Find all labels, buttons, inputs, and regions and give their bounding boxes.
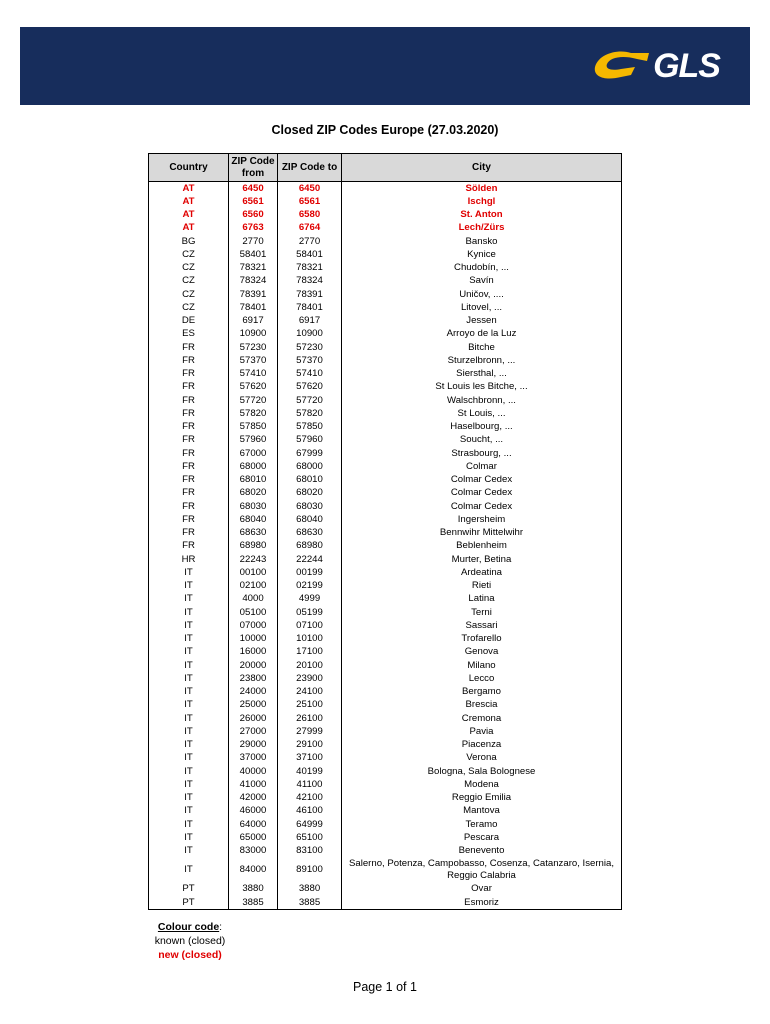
cell-country: PT — [149, 896, 229, 910]
column-header-city: City — [342, 154, 622, 182]
cell-zip-to: 58401 — [278, 248, 342, 261]
cell-zip-from: 05100 — [229, 606, 278, 619]
cell-city: Colmar Cedex — [342, 474, 622, 487]
cell-zip-to: 68020 — [278, 487, 342, 500]
cell-zip-to: 78324 — [278, 275, 342, 288]
cell-zip-to: 6764 — [278, 222, 342, 235]
cell-country: IT — [149, 805, 229, 818]
cell-zip-from: 16000 — [229, 646, 278, 659]
cell-country: CZ — [149, 275, 229, 288]
cell-zip-from: 57620 — [229, 381, 278, 394]
cell-zip-to: 46100 — [278, 805, 342, 818]
cell-zip-to: 65100 — [278, 831, 342, 844]
table-row — [149, 672, 622, 685]
cell-city: Haselbourg, ... — [342, 421, 622, 434]
cell-zip-from: 65000 — [229, 831, 278, 844]
cell-country: IT — [149, 818, 229, 831]
cell-country: ES — [149, 328, 229, 341]
cell-city: Ingersheim — [342, 513, 622, 526]
cell-city: Beblenheim — [342, 540, 622, 553]
cell-zip-from: 6763 — [229, 222, 278, 235]
table-row — [149, 434, 622, 447]
cell-zip-to: 00199 — [278, 566, 342, 579]
table-row — [149, 606, 622, 619]
cell-city: Reggio Emilia — [342, 792, 622, 805]
table-row — [149, 460, 622, 473]
table-row — [149, 368, 622, 381]
cell-city: Genova — [342, 646, 622, 659]
cell-zip-to: 78321 — [278, 262, 342, 275]
cell-city: Bergamo — [342, 686, 622, 699]
cell-city: Soucht, ... — [342, 434, 622, 447]
cell-zip-from: 57960 — [229, 434, 278, 447]
cell-zip-from: 29000 — [229, 739, 278, 752]
cell-country: IT — [149, 633, 229, 646]
cell-country: DE — [149, 315, 229, 328]
cell-zip-from: 67000 — [229, 447, 278, 460]
cell-zip-from: 57370 — [229, 354, 278, 367]
cell-zip-from: 6560 — [229, 209, 278, 222]
cell-city: Esmoriz — [342, 896, 622, 910]
cell-country: IT — [149, 672, 229, 685]
cell-city: Bansko — [342, 235, 622, 248]
cell-zip-to: 40199 — [278, 765, 342, 778]
cell-city: Murter, Betina — [342, 553, 622, 566]
cell-country: AT — [149, 182, 229, 196]
cell-zip-to: 26100 — [278, 712, 342, 725]
cell-city: Piacenza — [342, 739, 622, 752]
cell-city: Pescara — [342, 831, 622, 844]
cell-city: Walschbronn, ... — [342, 394, 622, 407]
cell-zip-to: 17100 — [278, 646, 342, 659]
cell-zip-from: 68980 — [229, 540, 278, 553]
cell-zip-from: 57230 — [229, 341, 278, 354]
cell-country: IT — [149, 646, 229, 659]
table-row — [149, 487, 622, 500]
table-row — [149, 765, 622, 778]
table-row — [149, 540, 622, 553]
cell-zip-to: 6561 — [278, 195, 342, 208]
cell-city: Bologna, Sala Bolognese — [342, 765, 622, 778]
cell-zip-from: 68010 — [229, 474, 278, 487]
table-header-row — [149, 154, 622, 182]
cell-zip-from: 68630 — [229, 527, 278, 540]
cell-country: IT — [149, 593, 229, 606]
cell-country: FR — [149, 434, 229, 447]
legend-title-line — [150, 920, 230, 934]
cell-zip-to: 37100 — [278, 752, 342, 765]
cell-country: IT — [149, 858, 229, 883]
cell-zip-from: 78391 — [229, 288, 278, 301]
cell-city: Bennwihr Mittelwihr — [342, 527, 622, 540]
table-row — [149, 447, 622, 460]
cell-city: Terni — [342, 606, 622, 619]
table-row — [149, 752, 622, 765]
table-row — [149, 725, 622, 738]
cell-zip-from: 42000 — [229, 792, 278, 805]
cell-zip-to: 57720 — [278, 394, 342, 407]
cell-city: Benevento — [342, 845, 622, 858]
cell-city: Uničov, .... — [342, 288, 622, 301]
cell-zip-from: 83000 — [229, 845, 278, 858]
cell-country: IT — [149, 845, 229, 858]
cell-city: Lecco — [342, 672, 622, 685]
cell-city: Colmar Cedex — [342, 500, 622, 513]
cell-zip-from: 6561 — [229, 195, 278, 208]
column-header-country: Country — [149, 154, 229, 182]
cell-country: IT — [149, 699, 229, 712]
cell-country: FR — [149, 394, 229, 407]
cell-city: Teramo — [342, 818, 622, 831]
cell-zip-to: 78391 — [278, 288, 342, 301]
cell-zip-to: 6917 — [278, 315, 342, 328]
cell-zip-to: 68630 — [278, 527, 342, 540]
table-row — [149, 195, 622, 208]
cell-zip-from: 10900 — [229, 328, 278, 341]
cell-zip-from: 00100 — [229, 566, 278, 579]
cell-city: St. Anton — [342, 209, 622, 222]
cell-city: St Louis les Bitche, ... — [342, 381, 622, 394]
cell-zip-from: 23800 — [229, 672, 278, 685]
cell-country: IT — [149, 686, 229, 699]
cell-city: Colmar — [342, 460, 622, 473]
table-row — [149, 858, 622, 883]
table-row — [149, 262, 622, 275]
cell-country: FR — [149, 354, 229, 367]
cell-country: FR — [149, 487, 229, 500]
table-row — [149, 341, 622, 354]
cell-country: CZ — [149, 248, 229, 261]
zip-codes-table — [148, 153, 622, 910]
cell-country: FR — [149, 540, 229, 553]
cell-country: AT — [149, 195, 229, 208]
cell-country: FR — [149, 447, 229, 460]
cell-zip-from: 64000 — [229, 818, 278, 831]
cell-country: FR — [149, 368, 229, 381]
cell-zip-to: 20100 — [278, 659, 342, 672]
cell-city: Bitche — [342, 341, 622, 354]
cell-zip-to: 07100 — [278, 619, 342, 632]
cell-zip-to: 78401 — [278, 301, 342, 314]
cell-zip-to: 02199 — [278, 580, 342, 593]
cell-zip-to: 6580 — [278, 209, 342, 222]
cell-zip-to: 6450 — [278, 182, 342, 196]
cell-country: IT — [149, 580, 229, 593]
table-row — [149, 394, 622, 407]
table-row — [149, 896, 622, 910]
table-row — [149, 354, 622, 367]
cell-zip-from: 41000 — [229, 778, 278, 791]
colour-legend — [150, 920, 230, 962]
cell-country: IT — [149, 606, 229, 619]
cell-city: Chudobín, ... — [342, 262, 622, 275]
cell-city: Ardeatina — [342, 566, 622, 579]
table-row — [149, 845, 622, 858]
cell-zip-to: 57850 — [278, 421, 342, 434]
cell-city: Salerno, Potenza, Campobasso, Cosenza, Catanzaro, Isernia, Reggio Calabria — [342, 858, 622, 883]
table-row — [149, 633, 622, 646]
cell-country: PT — [149, 883, 229, 896]
table-row — [149, 328, 622, 341]
page-title: Closed ZIP Codes Europe (27.03.2020) — [271, 123, 499, 137]
cell-zip-to: 3880 — [278, 883, 342, 896]
cell-zip-to: 57410 — [278, 368, 342, 381]
legend-known: known (closed) — [154, 935, 226, 947]
table-row — [149, 513, 622, 526]
table-row — [149, 792, 622, 805]
cell-zip-from: 10000 — [229, 633, 278, 646]
cell-zip-to: 25100 — [278, 699, 342, 712]
cell-zip-from: 6450 — [229, 182, 278, 196]
cell-city: Ovar — [342, 883, 622, 896]
table-row — [149, 646, 622, 659]
cell-zip-from: 22243 — [229, 553, 278, 566]
cell-city: Kynice — [342, 248, 622, 261]
cell-country: FR — [149, 381, 229, 394]
cell-zip-to: 10900 — [278, 328, 342, 341]
cell-country: CZ — [149, 288, 229, 301]
table-row — [149, 407, 622, 420]
cell-country: HR — [149, 553, 229, 566]
cell-country: IT — [149, 765, 229, 778]
cell-zip-from: 25000 — [229, 699, 278, 712]
cell-city: Arroyo de la Luz — [342, 328, 622, 341]
cell-country: FR — [149, 421, 229, 434]
cell-country: AT — [149, 209, 229, 222]
cell-city: Litovel, ... — [342, 301, 622, 314]
cell-zip-from: 57850 — [229, 421, 278, 434]
cell-country: IT — [149, 659, 229, 672]
cell-zip-to: 23900 — [278, 672, 342, 685]
table-row — [149, 686, 622, 699]
cell-zip-to: 2770 — [278, 235, 342, 248]
cell-zip-to: 57620 — [278, 381, 342, 394]
cell-country: CZ — [149, 262, 229, 275]
cell-zip-from: 46000 — [229, 805, 278, 818]
cell-zip-to: 4999 — [278, 593, 342, 606]
cell-country: IT — [149, 831, 229, 844]
table-row — [149, 699, 622, 712]
cell-city: Brescia — [342, 699, 622, 712]
table-row — [149, 566, 622, 579]
header-banner — [20, 27, 750, 105]
cell-country: FR — [149, 500, 229, 513]
cell-zip-from: 84000 — [229, 858, 278, 883]
table-row — [149, 805, 622, 818]
cell-zip-from: 6917 — [229, 315, 278, 328]
cell-city: Cremona — [342, 712, 622, 725]
cell-country: FR — [149, 513, 229, 526]
cell-country: CZ — [149, 301, 229, 314]
cell-zip-from: 26000 — [229, 712, 278, 725]
cell-city: Lech/Zürs — [342, 222, 622, 235]
cell-country: IT — [149, 566, 229, 579]
cell-country: IT — [149, 752, 229, 765]
cell-zip-to: 68010 — [278, 474, 342, 487]
gls-swoosh-icon — [591, 47, 651, 85]
table-row — [149, 182, 622, 196]
cell-country: FR — [149, 341, 229, 354]
cell-zip-from: 57410 — [229, 368, 278, 381]
cell-zip-to: 68000 — [278, 460, 342, 473]
table-row — [149, 248, 622, 261]
cell-zip-from: 58401 — [229, 248, 278, 261]
table-row — [149, 421, 622, 434]
cell-country: IT — [149, 712, 229, 725]
table-row — [149, 381, 622, 394]
cell-zip-to: 68040 — [278, 513, 342, 526]
cell-zip-to: 83100 — [278, 845, 342, 858]
cell-zip-to: 57370 — [278, 354, 342, 367]
legend-title-colon: : — [219, 921, 223, 933]
cell-city: Jessen — [342, 315, 622, 328]
cell-zip-from: 02100 — [229, 580, 278, 593]
table-row — [149, 301, 622, 314]
table-row — [149, 831, 622, 844]
cell-country: IT — [149, 778, 229, 791]
cell-zip-from: 78401 — [229, 301, 278, 314]
cell-country: BG — [149, 235, 229, 248]
cell-city: Verona — [342, 752, 622, 765]
cell-zip-from: 07000 — [229, 619, 278, 632]
cell-zip-to: 67999 — [278, 447, 342, 460]
table-row — [149, 659, 622, 672]
cell-zip-to: 29100 — [278, 739, 342, 752]
cell-city: Colmar Cedex — [342, 487, 622, 500]
cell-city: Strasbourg, ... — [342, 447, 622, 460]
table-row — [149, 222, 622, 235]
cell-zip-from: 78321 — [229, 262, 278, 275]
cell-zip-from: 78324 — [229, 275, 278, 288]
cell-zip-to: 89100 — [278, 858, 342, 883]
table-row — [149, 593, 622, 606]
table-row — [149, 818, 622, 831]
cell-city: Pavia — [342, 725, 622, 738]
cell-zip-to: 57230 — [278, 341, 342, 354]
cell-zip-to: 3885 — [278, 896, 342, 910]
cell-city: St Louis, ... — [342, 407, 622, 420]
cell-zip-to: 57960 — [278, 434, 342, 447]
cell-zip-to: 68030 — [278, 500, 342, 513]
cell-country: IT — [149, 619, 229, 632]
cell-city: Modena — [342, 778, 622, 791]
cell-zip-to: 24100 — [278, 686, 342, 699]
cell-zip-to: 10100 — [278, 633, 342, 646]
cell-city: Milano — [342, 659, 622, 672]
cell-zip-from: 40000 — [229, 765, 278, 778]
cell-zip-from: 2770 — [229, 235, 278, 248]
logo-text: GLS — [653, 46, 720, 85]
table-row — [149, 288, 622, 301]
legend-title: Colour code — [157, 921, 220, 933]
cell-country: FR — [149, 460, 229, 473]
table-row — [149, 739, 622, 752]
legend-new: new (closed) — [158, 949, 222, 961]
table-row — [149, 527, 622, 540]
table-row — [149, 883, 622, 896]
cell-zip-from: 68040 — [229, 513, 278, 526]
cell-zip-from: 20000 — [229, 659, 278, 672]
cell-zip-from: 68000 — [229, 460, 278, 473]
cell-city: Siersthal, ... — [342, 368, 622, 381]
cell-zip-from: 4000 — [229, 593, 278, 606]
cell-zip-to: 68980 — [278, 540, 342, 553]
cell-country: FR — [149, 527, 229, 540]
table-row — [149, 235, 622, 248]
cell-zip-to: 41100 — [278, 778, 342, 791]
cell-city: Sölden — [342, 182, 622, 196]
table-row — [149, 778, 622, 791]
cell-city: Trofarello — [342, 633, 622, 646]
cell-zip-to: 05199 — [278, 606, 342, 619]
cell-city: Mantova — [342, 805, 622, 818]
cell-city: Sturzelbronn, ... — [342, 354, 622, 367]
table-row — [149, 553, 622, 566]
cell-country: IT — [149, 739, 229, 752]
cell-city: Sassari — [342, 619, 622, 632]
cell-country: IT — [149, 792, 229, 805]
column-header-zip-from: ZIP Code from — [229, 154, 278, 182]
cell-zip-from: 37000 — [229, 752, 278, 765]
cell-zip-from: 68030 — [229, 500, 278, 513]
column-header-zip-to: ZIP Code to — [278, 154, 342, 182]
cell-zip-from: 24000 — [229, 686, 278, 699]
cell-zip-from: 57820 — [229, 407, 278, 420]
cell-zip-from: 57720 — [229, 394, 278, 407]
table-row — [149, 500, 622, 513]
cell-city: Savín — [342, 275, 622, 288]
table-row — [149, 275, 622, 288]
table-row — [149, 712, 622, 725]
cell-zip-to: 64999 — [278, 818, 342, 831]
table-row — [149, 580, 622, 593]
table-row — [149, 474, 622, 487]
cell-country: FR — [149, 407, 229, 420]
cell-zip-from: 3880 — [229, 883, 278, 896]
cell-country: AT — [149, 222, 229, 235]
cell-city: Rieti — [342, 580, 622, 593]
cell-zip-to: 22244 — [278, 553, 342, 566]
cell-zip-to: 27999 — [278, 725, 342, 738]
cell-country: IT — [149, 725, 229, 738]
page-footer: Page 1 of 1 — [353, 980, 417, 994]
gls-logo — [591, 45, 720, 87]
table-row — [149, 209, 622, 222]
cell-city: Latina — [342, 593, 622, 606]
cell-country: FR — [149, 474, 229, 487]
table-body — [149, 182, 622, 910]
cell-zip-to: 42100 — [278, 792, 342, 805]
cell-zip-from: 68020 — [229, 487, 278, 500]
table-row — [149, 619, 622, 632]
cell-zip-from: 27000 — [229, 725, 278, 738]
cell-zip-from: 3885 — [229, 896, 278, 910]
cell-city: Ischgl — [342, 195, 622, 208]
table-row — [149, 315, 622, 328]
cell-zip-to: 57820 — [278, 407, 342, 420]
